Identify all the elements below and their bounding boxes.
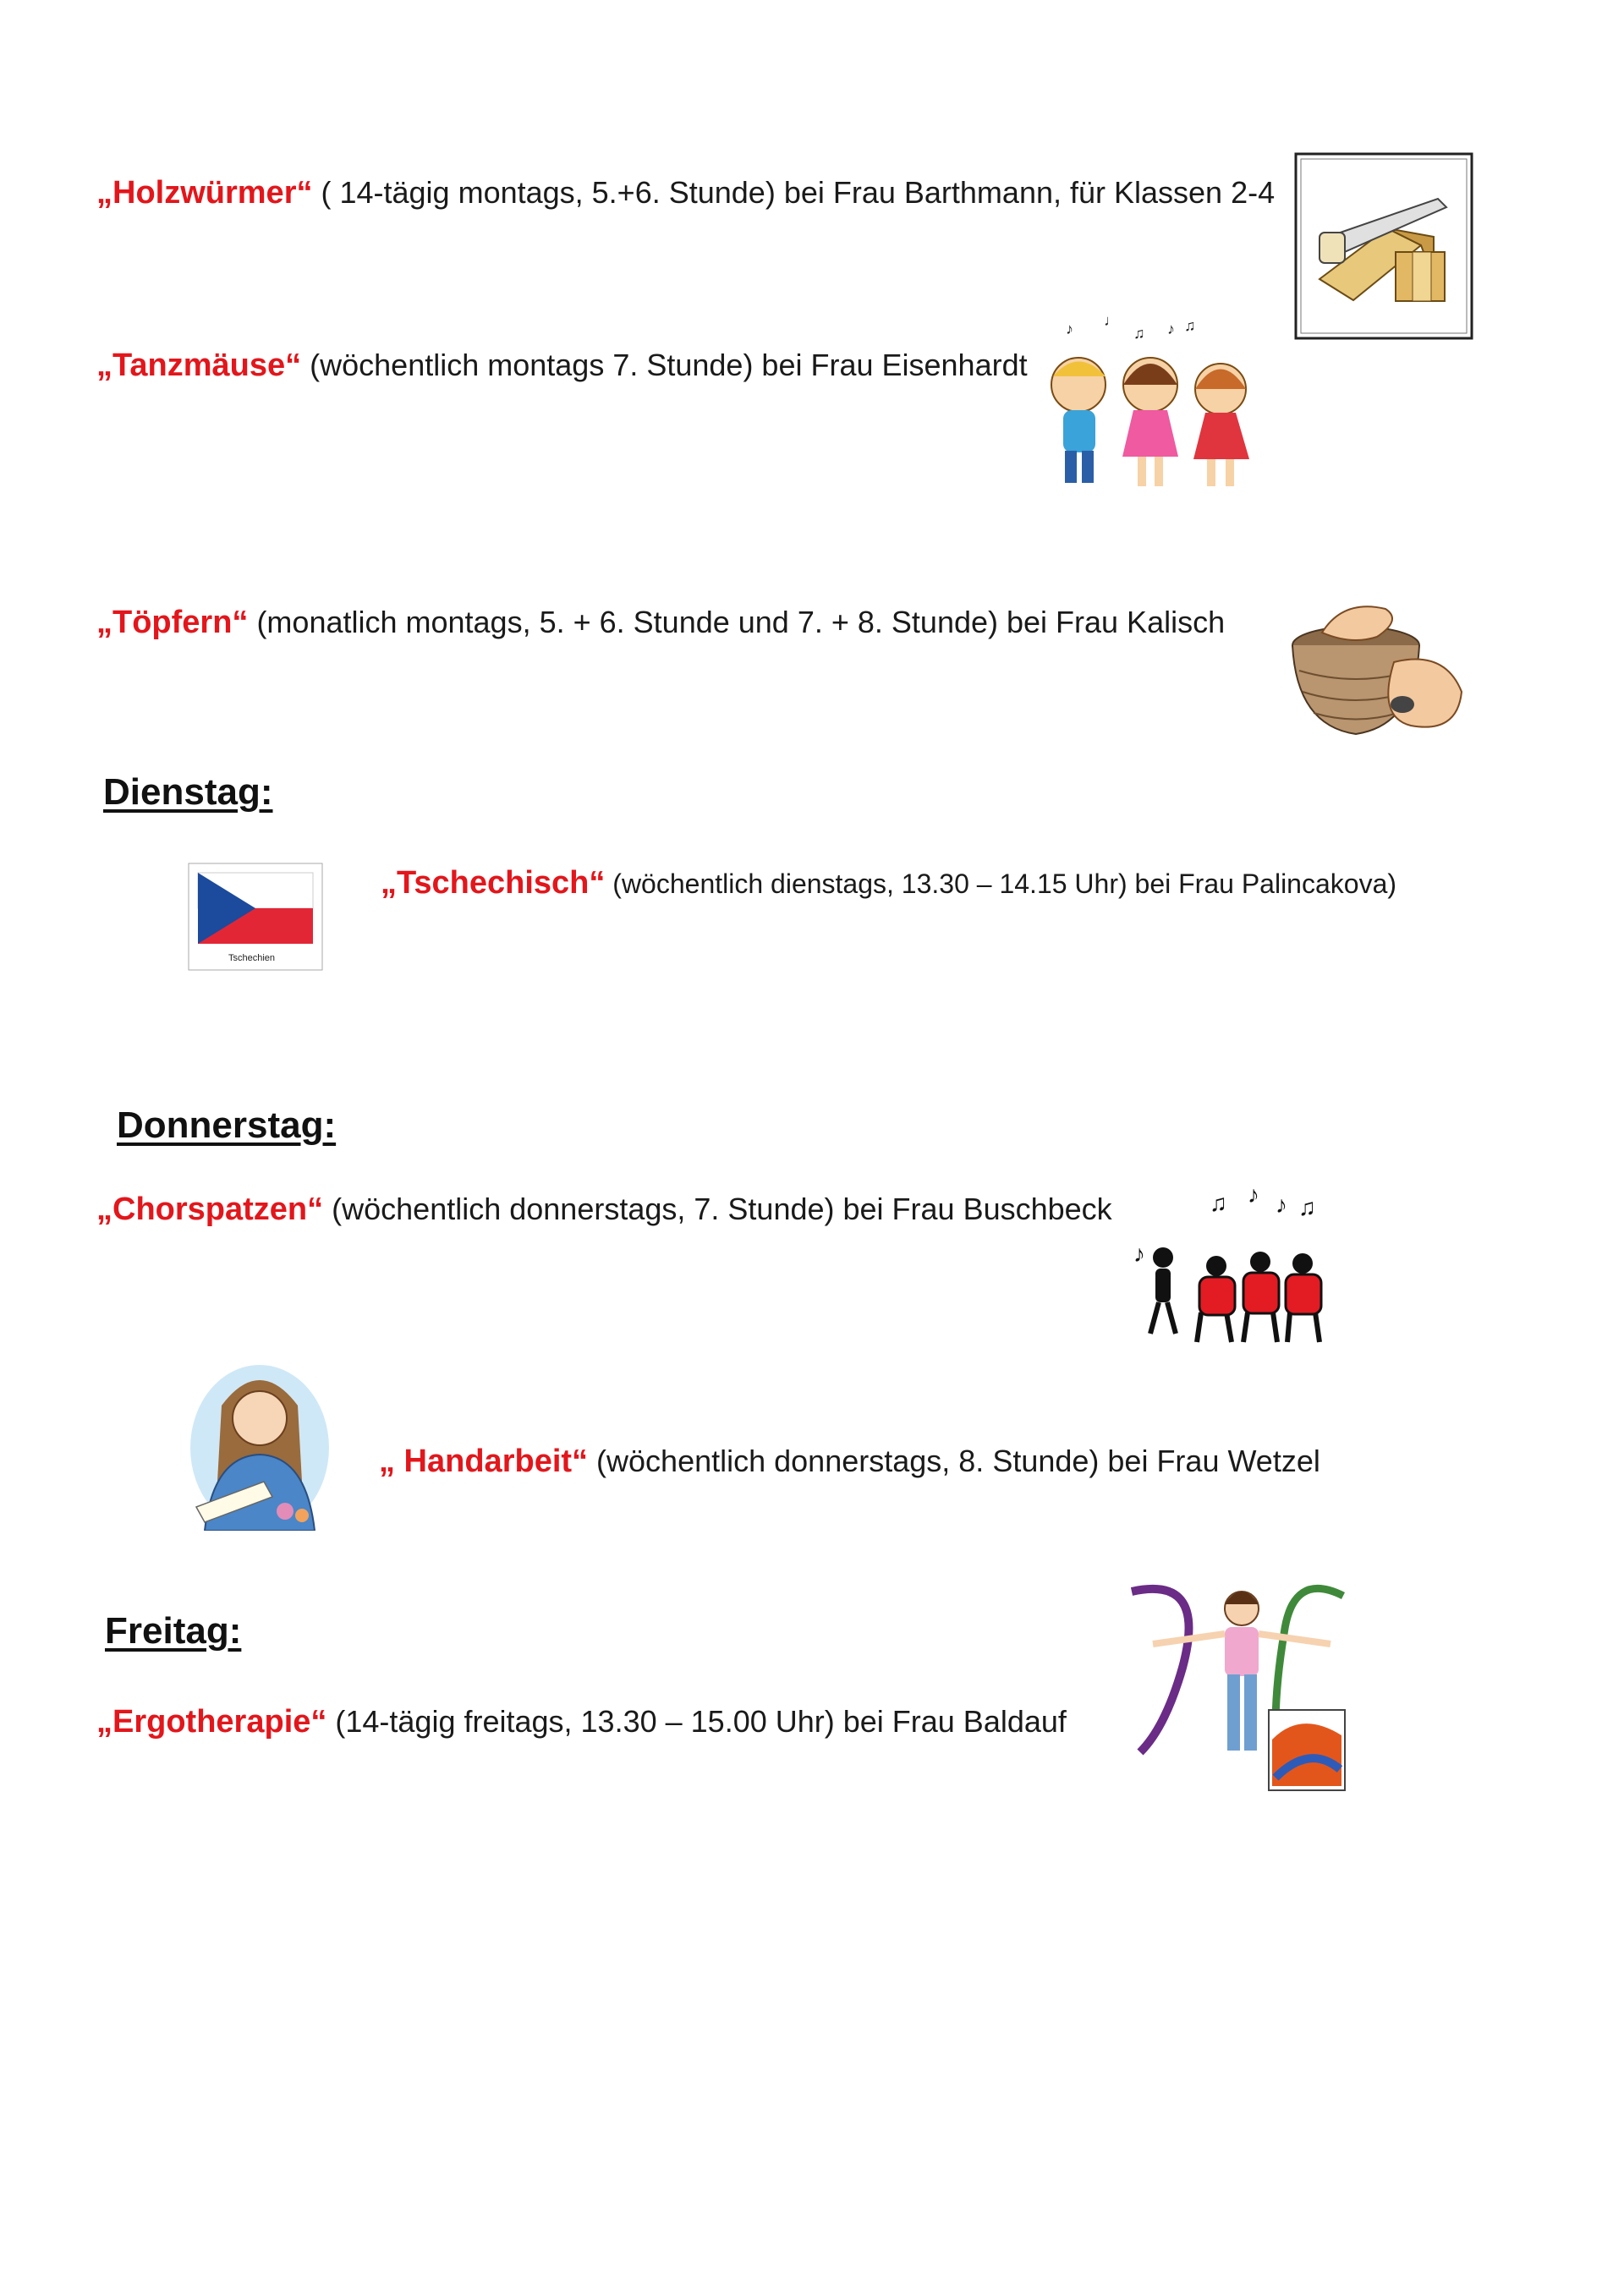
svg-text:♫: ♫ [1210,1190,1227,1216]
svg-text:♪: ♪ [1167,321,1175,337]
activity-title: „Chorspatzen“ [96,1192,324,1227]
activity-details: (14-tägig freitags, 13.30 – 15.00 Uhr) bei Frau Baldauf [326,1704,1067,1739]
day-heading-donnerstag: Donnerstag: [117,1104,337,1146]
activity-details: (monatlich montags, 5. + 6. Stunde und 7. + 8. Stunde) bei Frau Kalisch [248,605,1226,639]
activity-title: „Töpfern“ [96,605,249,640]
singing-choir-icon [1125,1177,1353,1346]
activity-title: „Ergotherapie“ [96,1704,327,1740]
svg-text:♪: ♪ [1248,1181,1259,1208]
knitting-girl-icon [188,1355,332,1531]
day-heading-freitag: Freitag: [105,1610,242,1652]
pottery-icon [1276,599,1468,749]
svg-text:♫: ♫ [1298,1194,1316,1220]
activity-details: (wöchentlich donnerstags, 7. Stunde) bei Frau Buschbeck [323,1192,1112,1226]
activity-title: „ Handarbeit“ [379,1444,589,1479]
activity-title: „Tschechisch“ [381,865,606,901]
activity-title: „Tanzmäuse“ [96,348,302,383]
activity-ergotherapie [96,1703,1067,1740]
activity-chorspatzen [96,1191,1112,1228]
svg-text:♪: ♪ [1133,1241,1145,1267]
svg-text:♪: ♪ [1276,1192,1287,1218]
activity-tanzmaeuse [96,347,1028,384]
activity-handarbeit [379,1443,1320,1480]
activity-tschechisch [381,864,1396,902]
czech-flag-icon [188,863,323,971]
day-heading-dienstag: Dienstag: [103,771,273,813]
svg-text:♫: ♫ [1133,325,1145,342]
activity-toepfern [96,604,1225,641]
dancing-children-icon [1028,309,1277,512]
svg-text:♪: ♪ [1066,321,1073,337]
activity-details: (wöchentlich montags 7. Stunde) bei Frau Eisenhardt [301,348,1028,382]
activity-holzwuermer [96,174,1275,211]
activity-details: (wöchentlich donnerstags, 8. Stunde) bei Frau Wetzel [588,1444,1320,1478]
activity-title: „Holzwürmer“ [96,175,313,211]
activity-details: (wöchentlich dienstags, 13.30 – 14.15 Uhr) bei Frau Palincakova) [605,869,1397,899]
saw-icon [1294,152,1473,340]
svg-text:♫: ♫ [1184,317,1196,334]
ribbon-girl-icon [1115,1575,1369,1795]
activity-details: ( 14-tägig montags, 5.+6. Stunde) bei Frau Barthmann, für Klassen 2-4 [312,175,1276,210]
flag-caption: Tschechien [228,953,276,963]
svg-text:♩: ♩ [1104,312,1119,329]
